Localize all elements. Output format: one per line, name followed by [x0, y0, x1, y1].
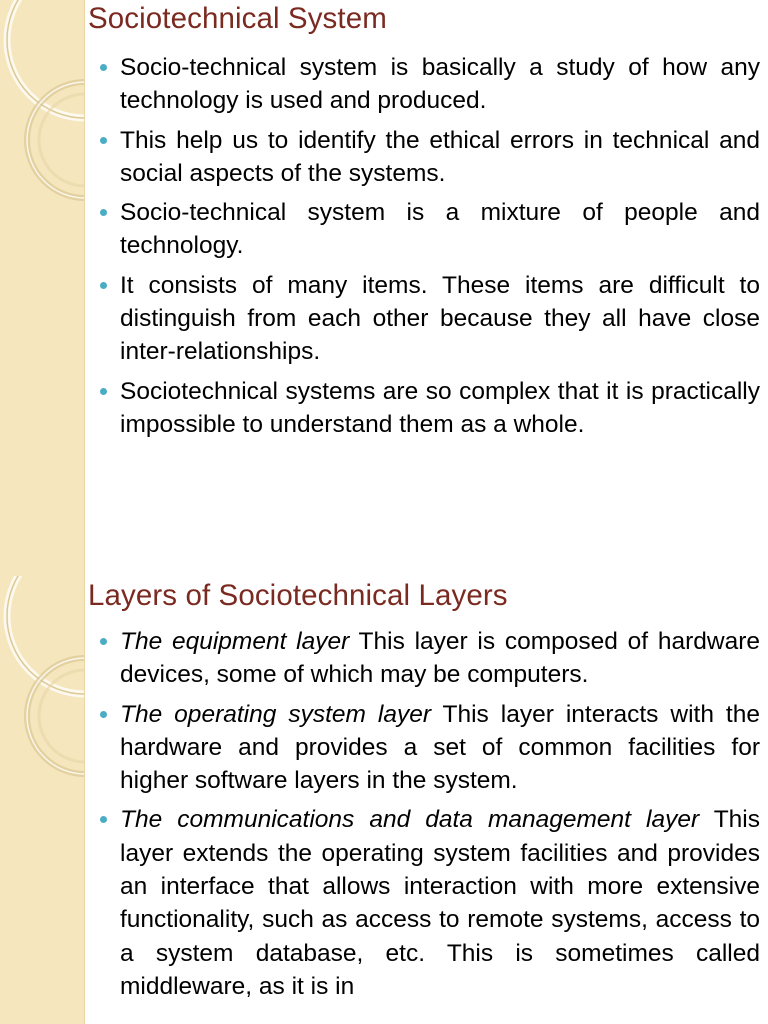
bullet-item	[100, 196, 760, 263]
slide-sidebar	[0, 0, 85, 576]
bullet-item	[100, 51, 760, 118]
slide-title: Sociotechnical System	[88, 2, 387, 35]
bullet-item	[100, 698, 760, 798]
bullet-list	[100, 625, 760, 1009]
bullet-text: This layer interacts with the hardware and provides a set of common facilities for higher software layers in the system.	[120, 700, 760, 795]
bullet-item	[100, 375, 760, 442]
bullet-text: Socio-technical system is a mixture of people and technology.	[120, 199, 760, 260]
bullet-item	[100, 269, 760, 369]
bullet-item	[100, 625, 760, 692]
decorative-rings-icon	[0, 0, 84, 576]
bullet-text: This layer extends the operating system facilities and provides an interface that allows interaction with more extensive functionality, such as access to remote systems, access to a system database, etc. This is sometimes called middleware, as it is in	[120, 806, 760, 1000]
bullet-text: It consists of many items. These items are difficult to distinguish from each other because they all have close inter-relationships.	[120, 271, 760, 366]
bullet-item	[100, 803, 760, 1003]
bullet-text: This help us to identify the ethical errors in technical and social aspects of the systems.	[120, 126, 760, 187]
slide-2	[0, 576, 768, 1024]
bullet-text: Socio-technical system is basically a study of how any technology is used and produced.	[120, 54, 760, 115]
layer-name: The equipment layer	[120, 628, 350, 655]
decorative-rings-icon	[0, 576, 84, 1024]
layer-name: The operating system layer	[120, 700, 431, 728]
bullet-list	[100, 51, 760, 447]
bullet-text: Sociotechnical systems are so complex that it is practically impossible to understand them as a whole.	[120, 377, 760, 438]
bullet-text: This layer is composed of hardware devices, some of which may be computers.	[120, 628, 760, 689]
slide-sidebar	[0, 576, 85, 1024]
slide-title: Layers of Sociotechnical Layers	[88, 579, 508, 612]
layer-name: The communications and data management layer	[120, 806, 700, 834]
bullet-item	[100, 124, 760, 191]
